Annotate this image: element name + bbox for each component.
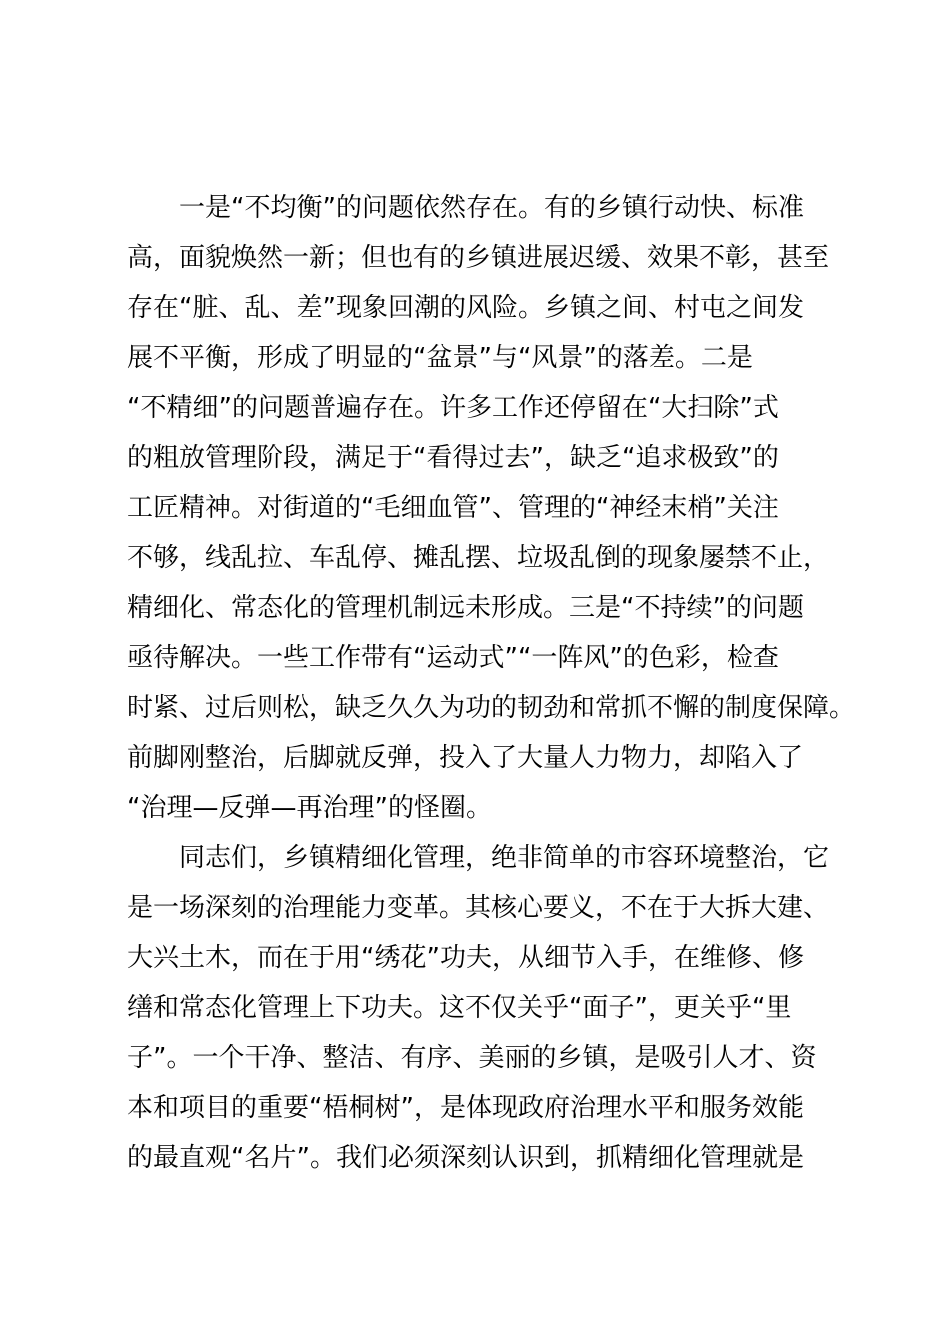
text-line: 不够，线乱拉、车乱停、摊乱摆、垃圾乱倒的现象屡禁不止， <box>127 543 830 573</box>
text-line: 展不平衡，形成了明显的“盆景”与“风景”的落差。二是 <box>127 343 753 373</box>
text-line: “不精细”的问题普遍存在。许多工作还停留在“大扫除”式 <box>127 393 779 423</box>
text-line: 的粗放管理阶段，满足于“看得过去”，缺乏“追求极致”的 <box>127 443 779 473</box>
text-line: 同志们，乡镇精细化管理，绝非简单的市容环境整治，它 <box>179 843 830 873</box>
text-line: 前脚刚整治，后脚就反弹，投入了大量人力物力，却陷入了 <box>127 743 804 773</box>
text-line: 高，面貌焕然一新；但也有的乡镇进展迟缓、效果不彰，甚至 <box>127 243 830 273</box>
text-line: 缮和常态化管理上下功夫。这不仅关乎“面子”，更关乎“里 <box>127 993 792 1023</box>
text-line: 的最直观“名片”。我们必须深刻认识到，抓精细化管理就是 <box>127 1143 804 1173</box>
text-line: 工匠精神。对街道的“毛细血管”、管理的“神经末梢”关注 <box>127 493 779 523</box>
text-line: 亟待解决。一些工作带有“运动式”“一阵风”的色彩，检查 <box>127 643 779 673</box>
text-line: 一是“不均衡”的问题依然存在。有的乡镇行动快、标准 <box>179 193 804 223</box>
body-text <box>127 183 856 1183</box>
text-line: 本和项目的重要“梧桐树”，是体现政府治理水平和服务效能 <box>127 1093 804 1123</box>
text-line: 大兴土木，而在于用“绣花”功夫，从细节入手，在维修、修 <box>127 943 804 973</box>
text-line: 时紧、过后则松，缺乏久久为功的韧劲和常抓不懈的制度保障。 <box>127 693 856 723</box>
text-line: 精细化、常态化的管理机制远未形成。三是“不持续”的问题 <box>127 593 804 623</box>
text-line: “治理—反弹—再治理”的怪圈。 <box>127 793 492 823</box>
text-line: 存在“脏、乱、差”现象回潮的风险。乡镇之间、村屯之间发 <box>127 293 804 323</box>
text-line: 是一场深刻的治理能力变革。其核心要义，不在于大拆大建、 <box>127 893 830 923</box>
text-line: 子”。一个干净、整洁、有序、美丽的乡镇，是吸引人才、资 <box>127 1043 817 1073</box>
